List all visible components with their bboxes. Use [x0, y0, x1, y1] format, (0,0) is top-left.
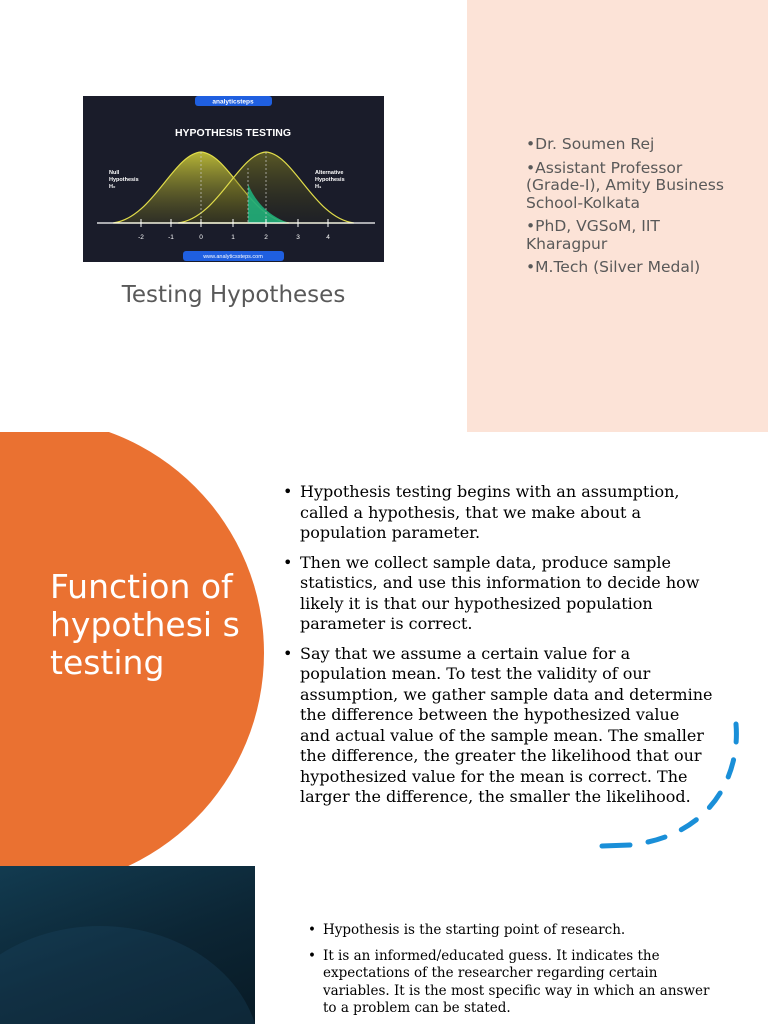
tick-label: -1 — [168, 234, 174, 241]
dark-panel — [0, 866, 255, 1024]
bullet-text: It is an informed/educated guess. It indicates the expectations of the researcher regarding certain variables. It is the most specific way in which an answer to a problem can be stated. — [323, 947, 710, 1016]
hypothesis-testing-image — [83, 96, 384, 262]
tick-label: 2 — [264, 234, 268, 241]
bullet-icon: • — [283, 643, 293, 663]
author-phd: •PhD, VGSoM, IIT Kharagpur — [526, 217, 660, 253]
dashed-arc — [648, 724, 736, 842]
definition-bullet-list — [308, 922, 713, 1024]
svg-text:Null: Null — [109, 170, 120, 176]
slide-2-title: Function of hypothesi s testing — [50, 567, 240, 682]
dashed-arc-decoration — [590, 712, 750, 862]
svg-text:Hypothesis: Hypothesis — [315, 177, 345, 183]
author-position: •Assistant Professor (Grade-I), Amity Business School-Kolkata — [526, 158, 724, 212]
url-text: www.analyticssteps.com — [203, 254, 263, 260]
bullet-text: Hypothesis testing begins with an assumption, called a hypothesis, that we make about a population parameter. — [300, 482, 680, 542]
svg-text:Alternative: Alternative — [315, 170, 344, 176]
slide-1-title: Testing Hypotheses — [121, 282, 346, 308]
image-title: HYPOTHESIS TESTING — [174, 127, 292, 139]
slide-1 — [0, 0, 768, 432]
bullet-text: Then we collect sample data, produce sample statistics, and use this information to decide how likely it is that our hypothesized population parameter is correct. — [300, 552, 700, 633]
svg-text:Hypothesis: Hypothesis — [109, 177, 139, 183]
author-mtech: •M.Tech (Silver Medal) — [526, 258, 701, 276]
bullet-icon: • — [308, 922, 316, 938]
tick-label: -2 — [138, 234, 144, 241]
list-item — [283, 482, 713, 544]
svg-text:H₁: H₁ — [315, 184, 322, 190]
author-info — [526, 136, 726, 283]
bullet-icon: • — [283, 482, 293, 501]
bullet-icon: • — [308, 947, 316, 964]
bullet-icon: • — [283, 552, 293, 572]
tick-label: 1 — [231, 234, 235, 241]
bullet-text: Hypothesis is the starting point of research. — [323, 922, 626, 938]
dash-end — [602, 845, 630, 846]
tick-label: 3 — [296, 234, 300, 241]
bullet-text: Say that we assume a certain value for a population mean. To test the validity of our assumption, we gather sample data and determine the difference between the hypothesized value and actual value of the sample mean. The smaller the difference, the greater the likelihood that our hypothesized value for the mean is correct. The larger the difference, the smaller the likelihood. — [300, 643, 713, 806]
tick-label: 4 — [326, 234, 330, 241]
tick-label: 0 — [199, 234, 203, 241]
slide-2 — [0, 432, 768, 866]
list-item — [308, 922, 713, 940]
list-item — [308, 948, 713, 1018]
brand-text: analyticsteps — [212, 98, 254, 106]
list-item — [283, 553, 713, 635]
svg-text:H₀: H₀ — [109, 184, 116, 190]
author-name: •Dr. Soumen Rej — [526, 135, 655, 153]
hypothesis-testing-graphic — [83, 96, 384, 262]
slide-3 — [0, 866, 768, 1024]
